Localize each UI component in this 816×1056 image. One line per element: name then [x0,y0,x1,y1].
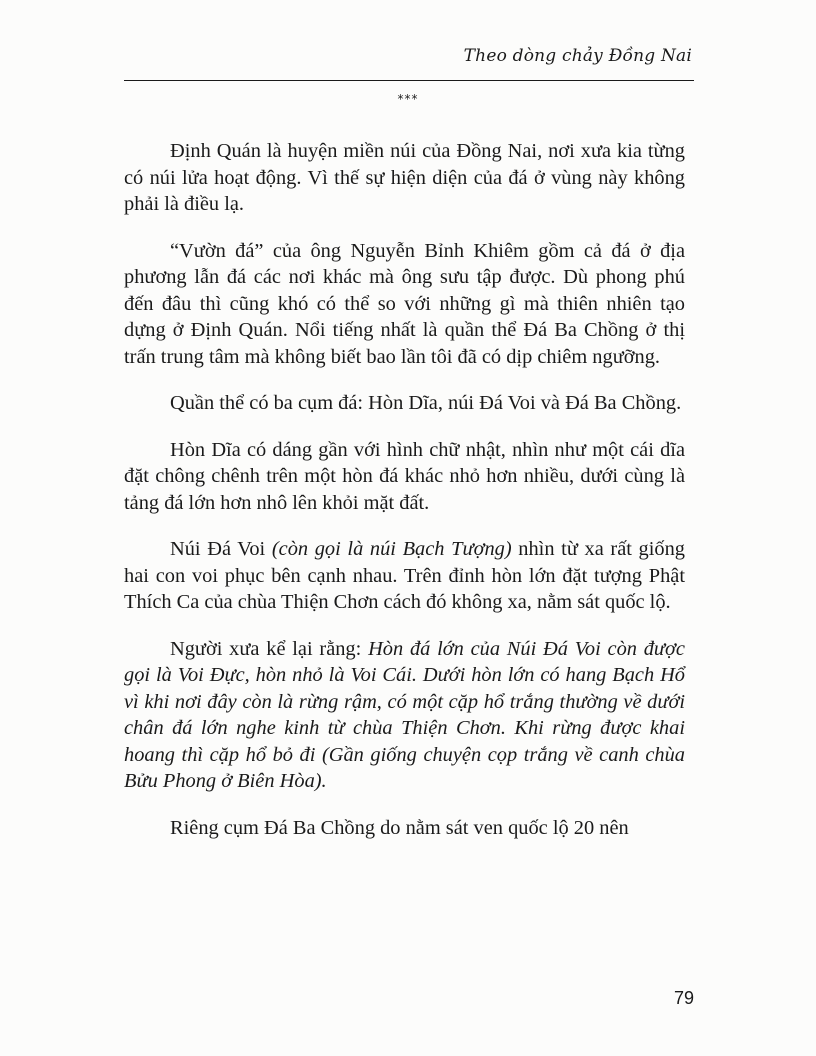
page-number: 79 [673,988,694,1008]
paragraph-7: Riêng cụm Đá Ba Chồng do nằm sát ven quốc lộ 20 nên [170,816,629,839]
paragraph-6-start: Người xưa kể lại rằng: [170,637,369,660]
paragraph-5-start: Núi Đá Voi [170,538,272,560]
paragraph-2: “Vườn đá” của ông Nguyễn Bỉnh Khiêm gồm cả đá ở địa phương lẫn đá các nơi khác mà ông sưu tập được. Dù phong phú đến đâu thì cũng khó có thể so với những gì mà thiên nhiên tạo dựng ở Định Quán. Nổi tiếng nhất là quần thể Đá Ba Chồng ở thị trấn trung tâm mà không biết bao lần tôi đã có dịp chiêm ngưỡng. [124,239,685,368]
header-rule [124,80,694,81]
paragraph-6 [124,636,685,795]
body-text [124,138,685,841]
paragraph-5-italic: (còn gọi là núi Bạch Tượng) [271,538,512,560]
section-separator: *** [397,92,419,106]
paragraph-4: Hòn Dĩa có dáng gần với hình chữ nhật, nhìn như một cái dĩa đặt chông chênh trên một hòn đá khác nhỏ hơn nhiều, dưới cùng là tảng đá lớn hơn nhô lên khỏi mặt đất. [124,438,685,514]
paragraph-5-end: nhìn từ xa rất giống hai con voi phục bên cạnh nhau. Trên đỉnh hòn lớn đặt tượng Phật Thích Ca của chùa Thiện Chơn cách đó không xa, nằm sát quốc lộ. [124,538,685,613]
paragraph-6-italic: Hòn đá lớn của Núi Đá Voi còn được gọi là Voi Đực, hòn nhỏ là Voi Cái. Dưới hòn lớn có hang Bạch Hổ vì khi nơi đây còn là rừng rậm, có một cặp hổ trắng thường về dưới chân đá lớn nghe kinh từ chùa Thiện Chơn. Khi rừng được khai hoang thì cặp hổ bỏ đi (Gần giống chuyện cọp trắng về canh chùa Bửu Phong ở Biên Hòa). [124,637,685,792]
paragraph-1: Định Quán là huyện miền núi của Đồng Nai, nơi xưa kia từng có núi lửa hoạt động. Vì thế sự hiện diện của đá ở vùng này không phải là điều lạ. [124,140,685,215]
running-header-title: Theo dòng chảy Đồng Nai [463,46,692,66]
paragraph-3: Quần thể có ba cụm đá: Hòn Dĩa, núi Đá Voi và Đá Ba Chồng. [170,392,682,414]
paragraph-5 [124,536,685,616]
